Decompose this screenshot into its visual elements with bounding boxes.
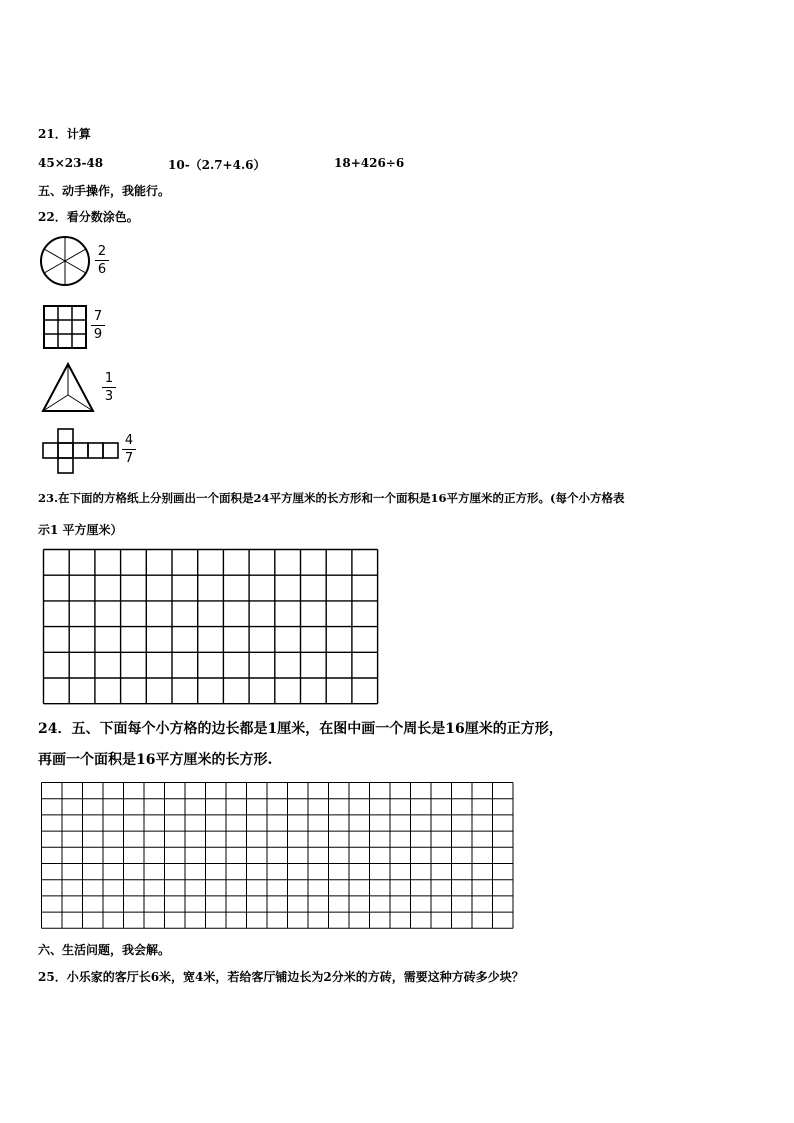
q23-text-line1: 23.在下面的方格纸上分别画出一个面积是24平方厘米的长方形和一个面积是16平方厘米的正方形。(每个小方格表: [38, 491, 625, 505]
section5-title: 五、动手操作，我能行。: [38, 184, 171, 198]
fraction-numerator: 2: [97, 244, 107, 259]
fraction-1-3: [102, 371, 116, 404]
fraction-numerator: 7: [93, 309, 103, 324]
fraction-denominator: 9: [93, 327, 103, 342]
section6-title: 六、生活问题，我会解。: [38, 943, 171, 957]
q21-title: 21．计算: [38, 127, 91, 141]
fraction-2-6: [95, 244, 109, 277]
q21-expression-1: 45×23-48: [38, 156, 104, 170]
grid-paper-13x6: [43, 549, 380, 706]
fraction-numerator: 4: [124, 433, 134, 448]
q21-expression-3: 18+426÷6: [334, 156, 405, 170]
fraction-numerator: 1: [104, 371, 114, 386]
q25-text: 25．小乐家的客厅长6米，宽4米，若给客厅铺边长为2分米的方砖，需要这种方砖多少块？: [38, 970, 524, 984]
square-nine-parts-figure: [43, 305, 87, 349]
fraction-denominator: 3: [104, 389, 114, 404]
grid-paper-23x9: [41, 782, 516, 930]
fraction-7-9: [91, 309, 105, 342]
fraction-4-7: [122, 433, 136, 466]
q22-title: 22．看分数涂色。: [38, 210, 139, 224]
cross-seven-squares-figure: [42, 428, 122, 474]
fraction-denominator: 6: [97, 262, 107, 277]
q21-expression-2: 10-（2.7+4.6）: [168, 158, 266, 172]
q24-text-line1: 24．五、下面每个小方格的边长都是1厘米，在图中画一个周长是16厘米的正方形，: [38, 721, 563, 737]
triangle-three-parts-figure: [41, 363, 95, 413]
q24-text-line2: 再画一个面积是16平方厘米的长方形.: [38, 752, 273, 768]
circle-six-parts-figure: [40, 236, 90, 286]
q23-text-line2: 示1 平方厘米）: [38, 523, 123, 537]
fraction-denominator: 7: [124, 451, 134, 466]
